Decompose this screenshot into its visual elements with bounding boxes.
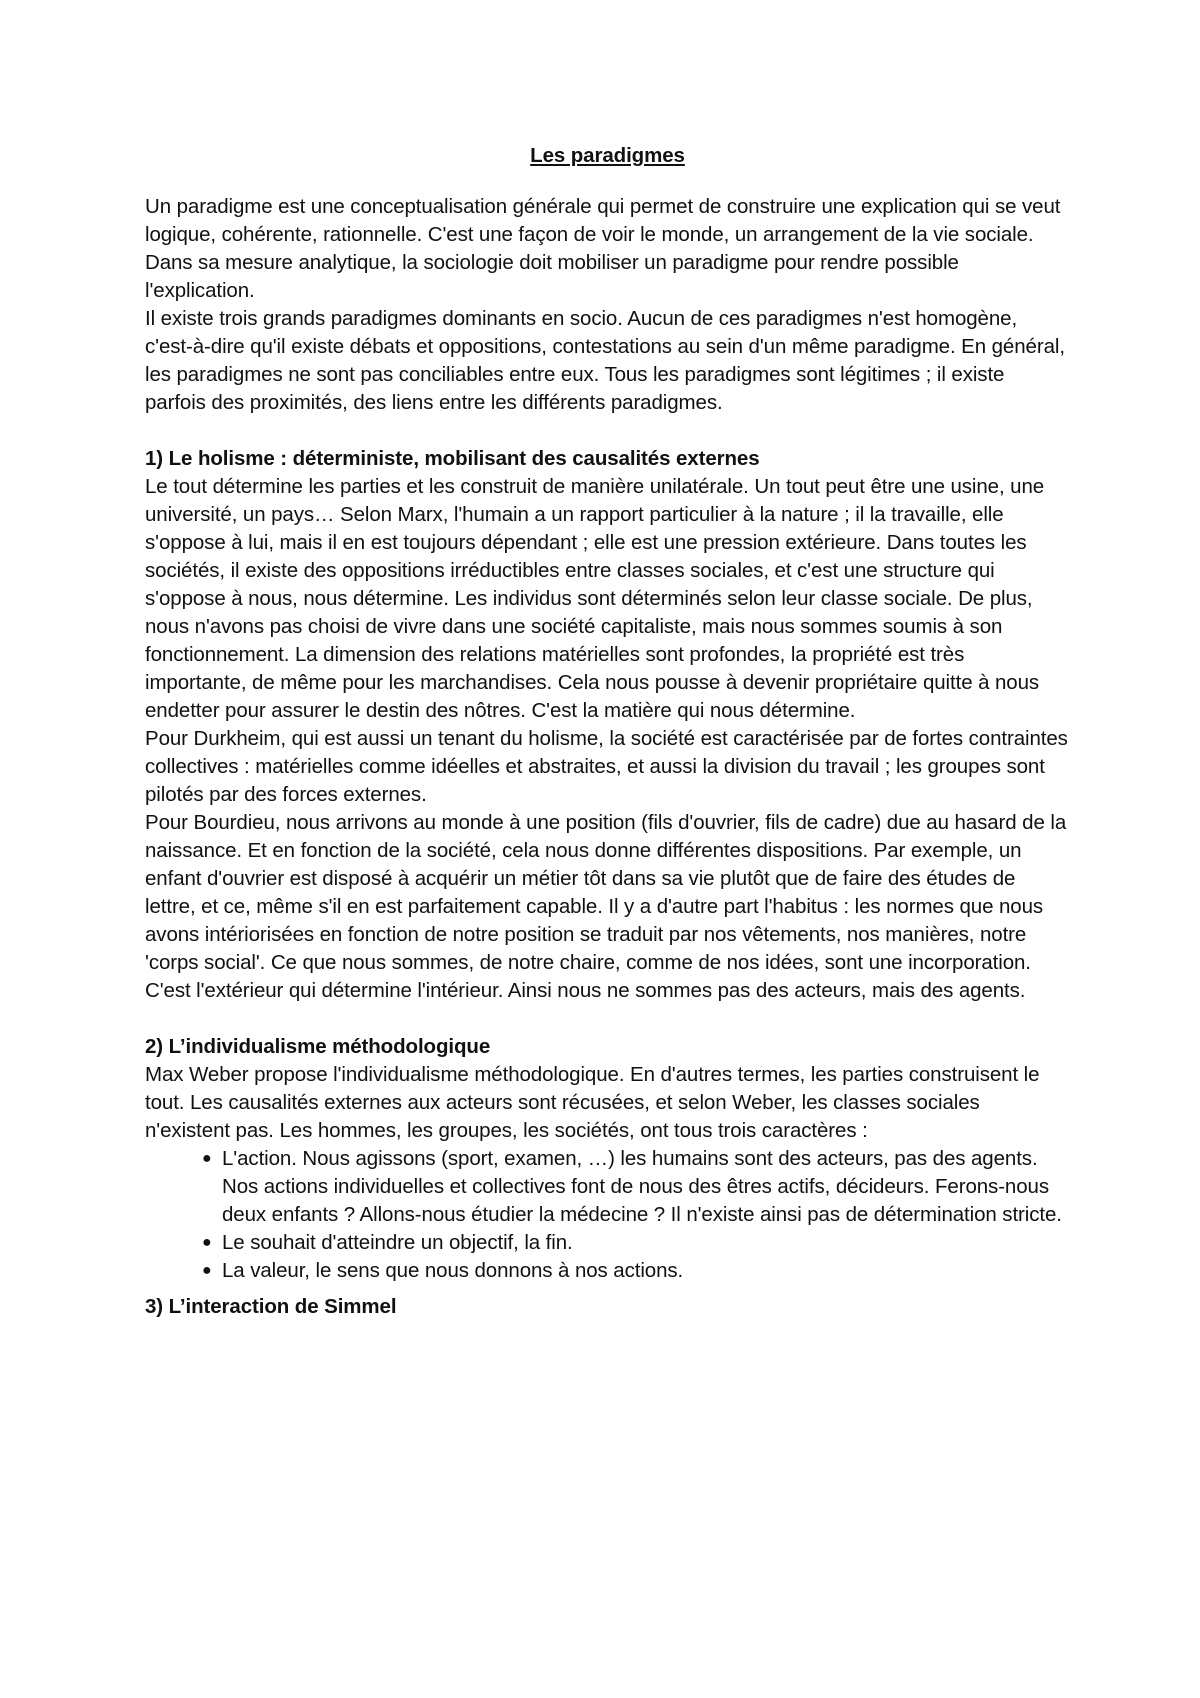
section-individualisme [145,1033,1070,1285]
bullet-item [202,1229,1070,1257]
bullet-item [202,1145,1070,1229]
section-heading: 2) L’individualisme méthodologique [145,1035,491,1058]
bullet-text: La valeur, le sens que nous donnons à nos actions. [222,1259,684,1282]
section-heading-simmel: 3) L’interaction de Simmel [145,1295,397,1318]
section-paragraph: Le tout détermine les parties et les construit de manière unilatérale. Un tout peut être une usine, une université, un pays… Selon Marx, l'humain a un rapport particulier à la nature ; il la travaille, elle s'oppose à lui, mais il en est toujours dépendant ; elle est une pression extérieure. Dans toutes les sociétés, il existe des oppositions irréductibles entre classes sociales, et c'est une structure qui s'oppose à nous, nous détermine. Les individus sont déterminés selon leur classe sociale. De plus, nous n'avons pas choisi de vivre dans une société capitaliste, mais nous sommes soumis à son fonctionnement. La dimension des relations matérielles sont profondes, la propriété est très importante, de même pour les marchandises. Cela nous pousse à devenir propriétaire quitte à nous endetter pour assurer le destin des nôtres. C'est la matière qui nous détermine. [145,475,1045,722]
intro-paragraph: Il existe trois grands paradigmes dominants en socio. Aucun de ces paradigmes n'est homogène, c'est-à-dire qu'il existe débats et oppositions, contestations au sein d'un même paradigme. En général, les paradigmes ne sont pas conciliables entre eux. Tous les paradigmes sont légitimes ; il existe parfois des proximités, des liens entre les différents paradigmes. [145,307,1065,414]
section-paragraph: Max Weber propose l'individualisme méthodologique. En d'autres termes, les parties construisent le tout. Les causalités externes aux acteurs sont récusées, et selon Weber, les classes sociales n'existent pas. Les hommes, les groupes, les sociétés, ont tous trois caractères : [145,1063,1040,1142]
intro-section [145,193,1070,417]
section-heading: 1) Le holisme : déterministe, mobilisant des causalités externes [145,447,760,470]
bullet-icon: ● [202,1234,212,1251]
bullet-text: Le souhait d'atteindre un objectif, la fin. [222,1231,573,1254]
section-paragraph: Pour Durkheim, qui est aussi un tenant du holisme, la société est caractérisée par de fortes contraintes collectives : matérielles comme idéelles et abstraites, et aussi la division du travail ; les groupes sont pilotés par des forces externes. [145,727,1068,806]
section-paragraph: Pour Bourdieu, nous arrivons au monde à une position (fils d'ouvrier, fils de cadre) due au hasard de la naissance. Et en fonction de la société, cela nous donne différentes dispositions. Par exemple, un enfant d'ouvrier est disposé à acquérir un métier tôt dans sa vie plutôt que de faire des études de lettre, et ce, même s'il en est parfaitement capable. Il y a d'autre part l'habitus : les normes que nous avons intériorisées en fonction de notre position se traduit par nos vêtements, nos manières, notre 'corps social'. Ce que nous sommes, de notre chaire, comme de nos idées, sont une incorporation. C'est l'extérieur qui détermine l'intérieur. Ainsi nous ne sommes pas des acteurs, mais des agents. [145,811,1067,1002]
bullet-icon: ● [202,1262,212,1279]
bullet-item [202,1257,1070,1285]
page-title: Les paradigmes [530,144,685,167]
bullet-text: L'action. Nous agissons (sport, examen, …) les humains sont des acteurs, pas des agents. Nos actions individuelles et collectives font de nous des êtres actifs, décideurs. Ferons-nous deux enfants ? Allons-nous étudier la médecine ? Il n'existe ainsi pas de détermination stricte. [222,1147,1062,1226]
intro-paragraph: Un paradigme est une conceptualisation générale qui permet de construire une explication qui se veut logique, cohérente, rationnelle. C'est une façon de voir le monde, un arrangement de la vie sociale. [145,195,1061,246]
bullet-icon: ● [202,1150,212,1167]
bullet-list [145,1145,1070,1285]
intro-paragraph: Dans sa mesure analytique, la sociologie doit mobiliser un paradigme pour rendre possible l'explication. [145,251,959,302]
section-holisme [145,445,1070,1005]
document-page [145,142,1070,1321]
